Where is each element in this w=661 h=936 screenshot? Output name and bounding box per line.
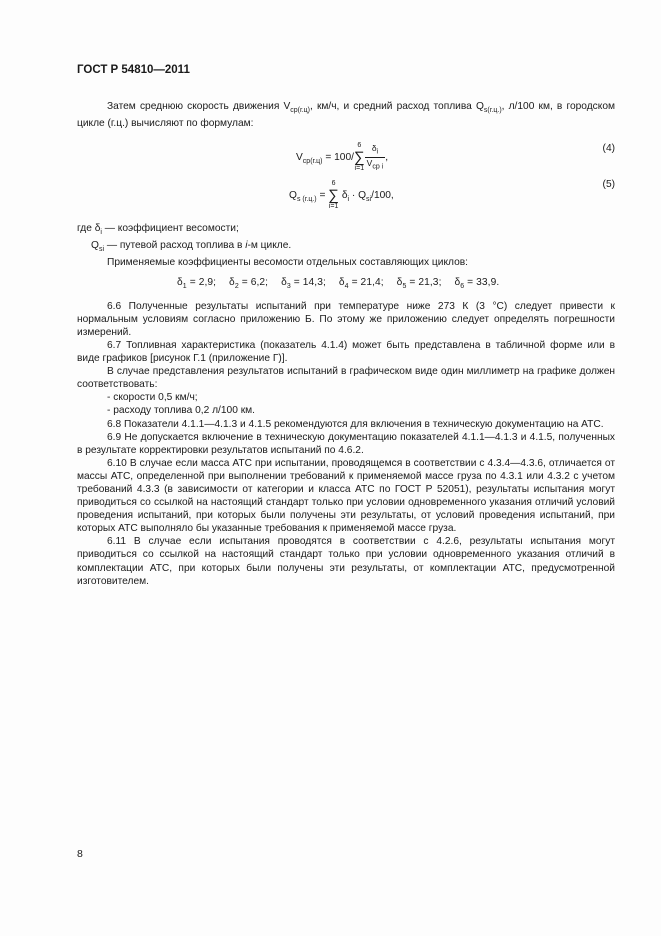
paragraph-6-9: 6.9 Не допускается включение в техническую документацию показателей 4.1.1—4.1.3 и 4.1.5, полученных в результате корректировки результатов испытаний по 4.6.2.: [77, 431, 615, 456]
fraction: [365, 142, 389, 173]
formula-5-number: (5): [602, 179, 615, 191]
formula-5-body: $\delta_i \cdot Q_{si}/100$,: [341, 190, 394, 204]
where-line-1: где $\delta_i$ — коэффициент весомости;: [77, 223, 239, 237]
paragraph-6-10: 6.10 В случае если масса АТС при испытании, проводящемся в соответствии с 4.3.4—4.3.6, отличается от массы АТС, определенной при выполнении требований к применяемой массе груза по 4.3.1 или 4.3.2 с учетом требований 4.3.3 (в зависимости от категории и класса АТС по ГОСТ Р 52051), результаты испытания могут приводиться со ссылкой на настоящий стандарт только при условии одновременного указания отличий условий проведения испытаний, при которых были получены эти результаты, от условий проведения испытаний, при которых АТС выполняло бы указанные требования к применяемой массе груза.: [77, 457, 615, 535]
coefficient: $\delta_4 = 21,4$;: [338, 276, 384, 290]
paragraph-6-8: 6.8 Показатели 4.1.1—4.1.3 и 4.1.5 рекомендуются для включения в техническую документацию на АТС.: [107, 418, 604, 430]
fraction-denominator: $V_{ср i}$: [366, 158, 384, 171]
formula-4-tail: ,: [385, 152, 389, 164]
paragraph-graph: В случае представления результатов испытаний в графическом виде один миллиметр на графике должен соответствовать:: [77, 366, 615, 391]
formula-5-lhs: $Q_{s (г.ц.)}$ =: [289, 190, 329, 204]
sum-upper-limit: 6: [331, 180, 336, 188]
intro-paragraph: Затем среднюю скорость движения $V_{ср(г.ц)}$, км/ч, и средний расход топлива $Q_{s(г.ц.)}$, л/100 км, в городском цикле (г.ц.) вычисляют по формулам:: [77, 101, 616, 130]
sum-lower-limit: i=1: [354, 165, 365, 173]
sum-symbol: 6 ∑ i=1: [328, 180, 339, 211]
formula-5: [77, 178, 615, 220]
document-header: ГОСТ Р 54810—2011: [77, 64, 190, 76]
coefficients-line: [77, 276, 615, 293]
where-line-2: $Q_{si}$ — путевой расход топлива в i-м цикле.: [91, 240, 292, 254]
coefficient: $\delta_6 = 33,9$.: [454, 276, 500, 290]
sum-lower-limit: i=1: [328, 203, 339, 211]
fraction-numerator: $\delta_i$: [365, 143, 386, 159]
page-number: 8: [77, 848, 83, 860]
list-item: - скорости 0,5 км/ч;: [107, 392, 198, 404]
sum-symbol: 6 ∑ i=1: [353, 142, 365, 173]
coefficients-intro: Применяемые коэффициенты весомости отдельных составляющих циклов:: [107, 257, 468, 269]
coefficient: $\delta_2 = 6,2$;: [229, 276, 269, 290]
document-body: [77, 100, 615, 588]
formula-4-number: (4): [602, 143, 615, 155]
paragraph-6-11: 6.11 В случае если испытания проводятся в соответствии с 4.2.6, результаты испытания могут приводиться со ссылкой на настоящий стандарт только при условии одновременного указания отличий в комплектации АТС, при которых были получены эти результаты, от комплектации АТС, предусмотренной изготовителем.: [77, 536, 615, 587]
formula-4-lhs: $V_{ср(г.ц)} = 100/$: [296, 152, 354, 166]
paragraph-6-6: 6.6 Полученные результаты испытаний при температуре ниже 273 К (3 °С) следует привести к нормальным условиям согласно приложению Б. По этому же приложению следует определять погрешности измерений.: [77, 300, 615, 338]
coefficient: $\delta_1 = 2,9$;: [177, 276, 217, 290]
formula-4: [77, 136, 615, 178]
paragraph-6-7: 6.7 Топливная характеристика (показатель 4.1.4) может быть представлена в табличной форме или в виде графиков [рисунок Г.1 (приложение Г)].: [77, 339, 615, 365]
sum-upper-limit: 6: [357, 142, 362, 150]
coefficient: $\delta_5 = 21,3$;: [396, 276, 442, 290]
coefficient: $\delta_3 = 14,3$;: [281, 276, 326, 290]
list-item: - расходу топлива 0,2 л/100 км.: [107, 405, 255, 417]
